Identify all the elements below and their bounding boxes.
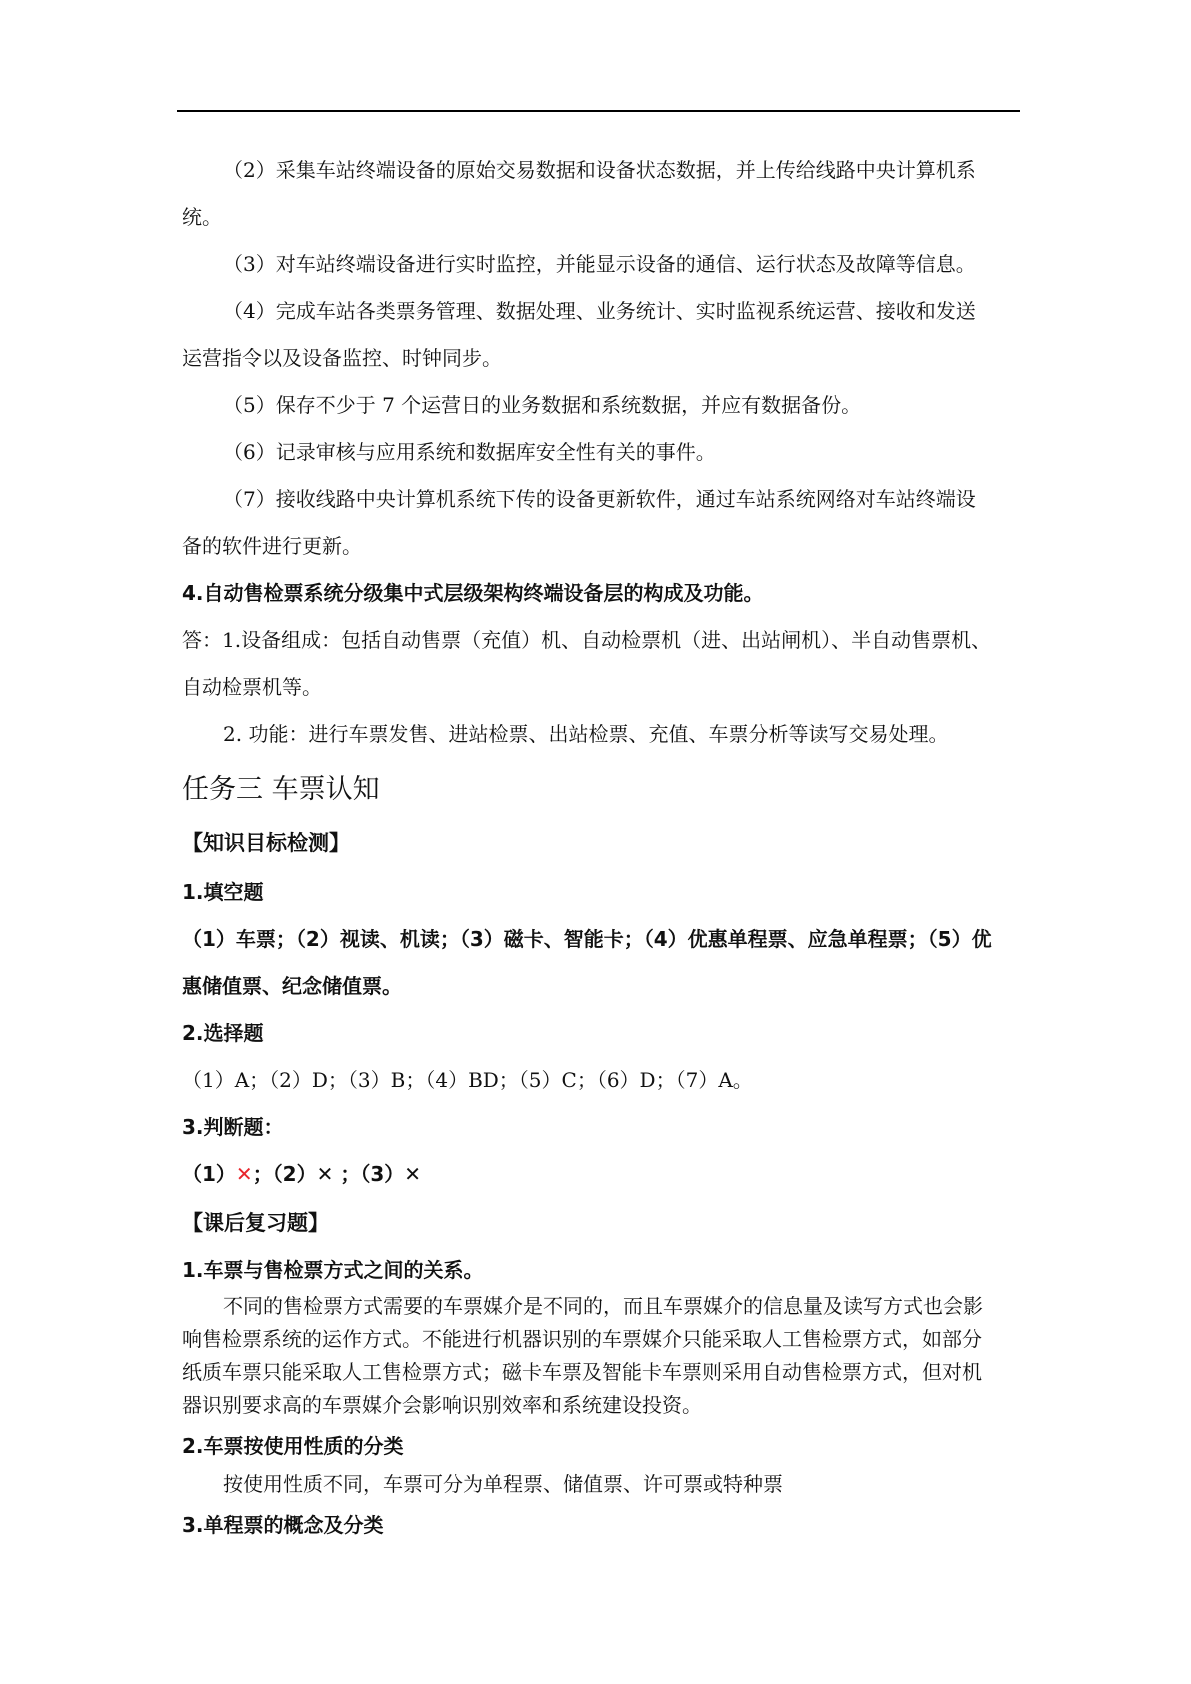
- subsection-heading: 3.单程票的概念及分类: [182, 1513, 384, 1537]
- section-heading: 【课后复习题】: [182, 1211, 329, 1235]
- paragraph-line: 响售检票系统的运作方式。不能进行机器识别的车票媒介只能采取人工售检票方式，如部分: [182, 1327, 982, 1351]
- answer-line: 2. 功能：进行车票发售、进站检票、出站检票、充值、车票分析等读写交易处理。: [223, 722, 949, 746]
- judge-rest: ；（2）✕ ；（3）✕: [252, 1162, 421, 1186]
- paragraph-line: 不同的售检票方式需要的车票媒介是不同的，而且车票媒介的信息量及读写方式也会影: [223, 1294, 983, 1318]
- subsection-heading: 1.车票与售检票方式之间的关系。: [182, 1258, 484, 1282]
- judge-answer-line: [182, 1162, 421, 1186]
- paragraph-line: （4）完成车站各类票务管理、数据处理、业务统计、实时监视系统运营、接收和发送: [223, 299, 976, 323]
- answer-line: （1）A；（2）D；（3）B；（4）BD；（5）C；（6）D；（7）A。: [182, 1068, 753, 1092]
- judge-prefix: （1）: [182, 1162, 236, 1186]
- task-heading: 任务三 车票认知: [182, 774, 380, 805]
- paragraph-line: 纸质车票只能采取人工售检票方式；磁卡车票及智能卡车票则采用自动售检票方式，但对机: [182, 1360, 982, 1384]
- paragraph-line: 统。: [182, 205, 222, 229]
- paragraph-line: （5）保存不少于 7 个运营日的业务数据和系统数据，并应有数据备份。: [223, 393, 862, 417]
- paragraph-line: 备的软件进行更新。: [182, 534, 362, 558]
- paragraph-line: 按使用性质不同，车票可分为单程票、储值票、许可票或特种票: [223, 1472, 783, 1496]
- paragraph-line: （7）接收线路中央计算机系统下传的设备更新软件，通过车站系统网络对车站终端设: [223, 487, 976, 511]
- paragraph-line: （3）对车站终端设备进行实时监控，并能显示设备的通信、运行状态及故障等信息。: [223, 252, 976, 276]
- subsection-heading: 1.填空题: [182, 880, 264, 904]
- subsection-heading: 2.选择题: [182, 1021, 264, 1045]
- wrong-mark-icon: ✕: [235, 1162, 253, 1186]
- subsection-heading: 2.车票按使用性质的分类: [182, 1434, 404, 1458]
- paragraph-line: 器识别要求高的车票媒介会影响识别效率和系统建设投资。: [182, 1393, 702, 1417]
- section-heading: 【知识目标检测】: [182, 831, 350, 855]
- header-rule: [177, 110, 1020, 112]
- answer-line: 自动检票机等。: [182, 675, 322, 699]
- paragraph-line: （2）采集车站终端设备的原始交易数据和设备状态数据，并上传给线路中央计算机系: [223, 158, 976, 182]
- subsection-heading: 3.判断题：: [182, 1115, 284, 1139]
- paragraph-line: 运营指令以及设备监控、时钟同步。: [182, 346, 502, 370]
- question-heading: 4.自动售检票系统分级集中式层级架构终端设备层的构成及功能。: [182, 581, 764, 605]
- answer-line: 答：1.设备组成：包括自动售票（充值）机、自动检票机（进、出站闸机）、半自动售票机、: [182, 628, 992, 652]
- answer-line: 惠储值票、纪念储值票。: [182, 974, 402, 998]
- paragraph-line: （6）记录审核与应用系统和数据库安全性有关的事件。: [223, 440, 716, 464]
- answer-line: （1）车票；（2）视读、机读；（3）磁卡、智能卡；（4）优惠单程票、应急单程票；（5）优: [182, 927, 992, 951]
